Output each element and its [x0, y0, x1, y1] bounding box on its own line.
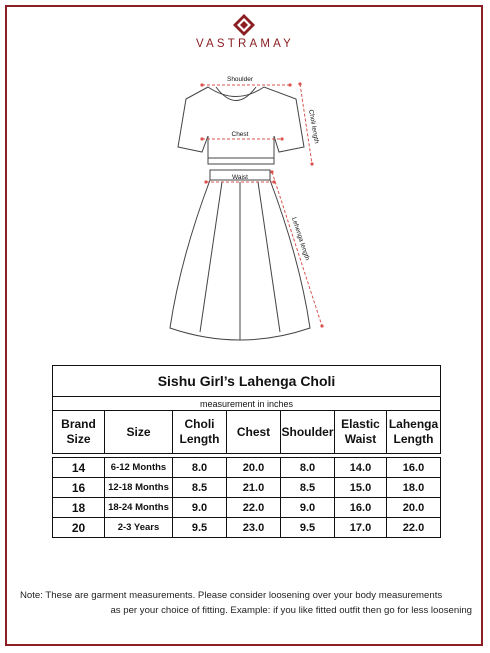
table-row: 16 12-18 Months 8.5 21.0 8.5 15.0 18.0: [53, 478, 441, 498]
table-row: 18 18-24 Months 9.0 22.0 9.0 16.0 20.0: [53, 498, 441, 518]
fitting-note: [20, 589, 472, 618]
note-line-2: as per your choice of fitting. Example: if you like fitted outfit then go for less loosening: [110, 604, 472, 616]
table-row: 14 6-12 Months 8.0 20.0 8.0 14.0 16.0: [53, 458, 441, 478]
waist-label: Waist: [231, 174, 249, 181]
header-shoulder: Shoulder: [281, 411, 335, 454]
header-elastic-waist: Elastic Waist: [335, 411, 387, 454]
lehenga-length-measure-line: [272, 172, 322, 326]
size-chart-table: [52, 365, 441, 538]
lehenga-length-label: Lehenga length: [290, 216, 311, 262]
chest-label: Chest: [231, 131, 249, 138]
brand-logo-icon: [233, 14, 255, 36]
brand-name: VASTRAMAY: [195, 38, 295, 50]
header-choli-length: Choli Length: [173, 411, 227, 454]
header-brand-size: Brand Size: [53, 411, 105, 454]
header-chest: Chest: [227, 411, 281, 454]
note-line-1: Note: These are garment measurements. Please consider loosening over your body measurements: [20, 590, 443, 601]
header-size: Size: [105, 411, 173, 454]
choli-length-label: Choli length: [307, 109, 320, 145]
table-subtitle: measurement in inches: [53, 397, 441, 411]
lehenga-outline: [170, 170, 310, 340]
table-title: Sishu Girl’s Lahenga Choli: [53, 366, 441, 397]
choli-outline: [178, 87, 304, 164]
table-row: 20 2-3 Years 9.5 23.0 9.5 17.0 22.0: [53, 518, 441, 538]
shoulder-label: Shoulder: [226, 76, 254, 83]
header-lahenga-length: Lahenga Length: [387, 411, 441, 454]
garment-diagram: [0, 60, 490, 360]
